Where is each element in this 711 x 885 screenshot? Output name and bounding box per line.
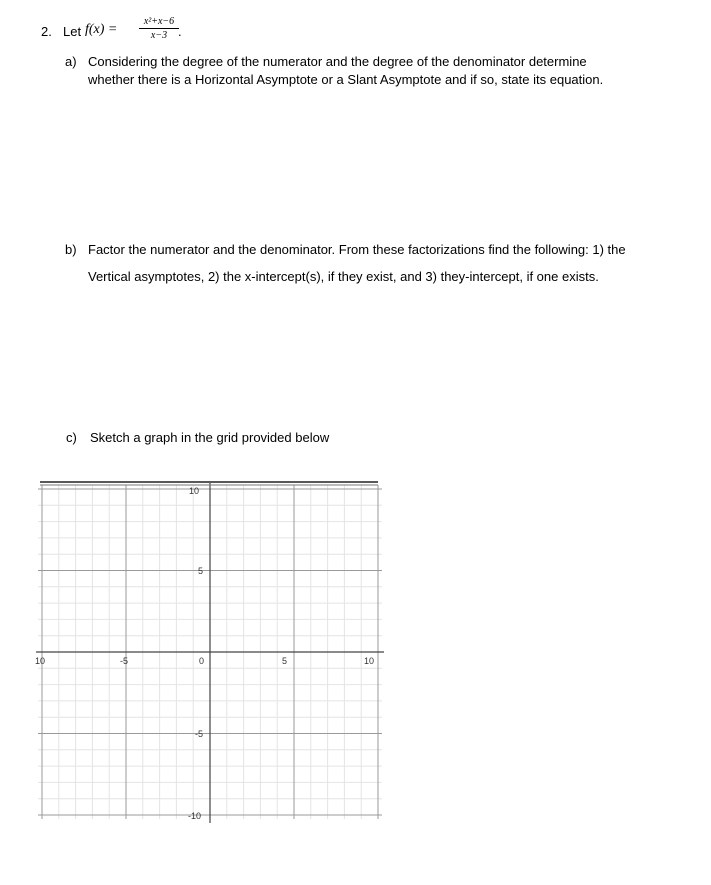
x-tick-label-0: 0 <box>199 656 205 666</box>
y-tick-label-10: 10 <box>189 486 200 496</box>
part-b-label: b) <box>65 242 77 257</box>
y-tick-label-neg10: -10 <box>188 811 202 821</box>
part-a-line-1: Considering the degree of the numerator and the degree of the denominator determine <box>88 54 587 69</box>
x-tick-label-5: 5 <box>282 656 288 666</box>
part-a-label: a) <box>65 54 77 69</box>
x-tick-label-neg5: -5 <box>120 656 129 666</box>
part-a-line-2: whether there is a Horizontal Asymptote or a Slant Asymptote and if so, state its equation. <box>88 72 604 87</box>
y-tick-label-5: 5 <box>198 566 204 576</box>
axes <box>36 483 384 823</box>
problem-trailing-period: . <box>178 24 182 39</box>
x-tick-label-10: 10 <box>364 656 375 666</box>
part-c-label: c) <box>66 430 77 445</box>
fraction-denominator: x−3 <box>150 30 168 41</box>
x-tick-label-neg10: 10 <box>35 656 46 666</box>
part-c-line-1: Sketch a graph in the grid provided below <box>90 430 330 445</box>
problem-number: 2. <box>41 24 52 39</box>
tick-labels <box>35 486 374 821</box>
part-b-line-1: Factor the numerator and the denominator. From these factorizations find the following: 1) the <box>88 242 626 257</box>
y-tick-label-neg5: -5 <box>195 729 204 739</box>
fraction-numerator: x²+x−6 <box>143 16 175 27</box>
part-b-line-2: Vertical asymptotes, 2) the x-intercept(s), if they exist, and 3) they-intercept, if one exists. <box>88 269 599 284</box>
function-lhs: f(x) = <box>85 22 118 37</box>
problem-lead: Let <box>63 24 82 39</box>
grid-border <box>40 482 378 485</box>
